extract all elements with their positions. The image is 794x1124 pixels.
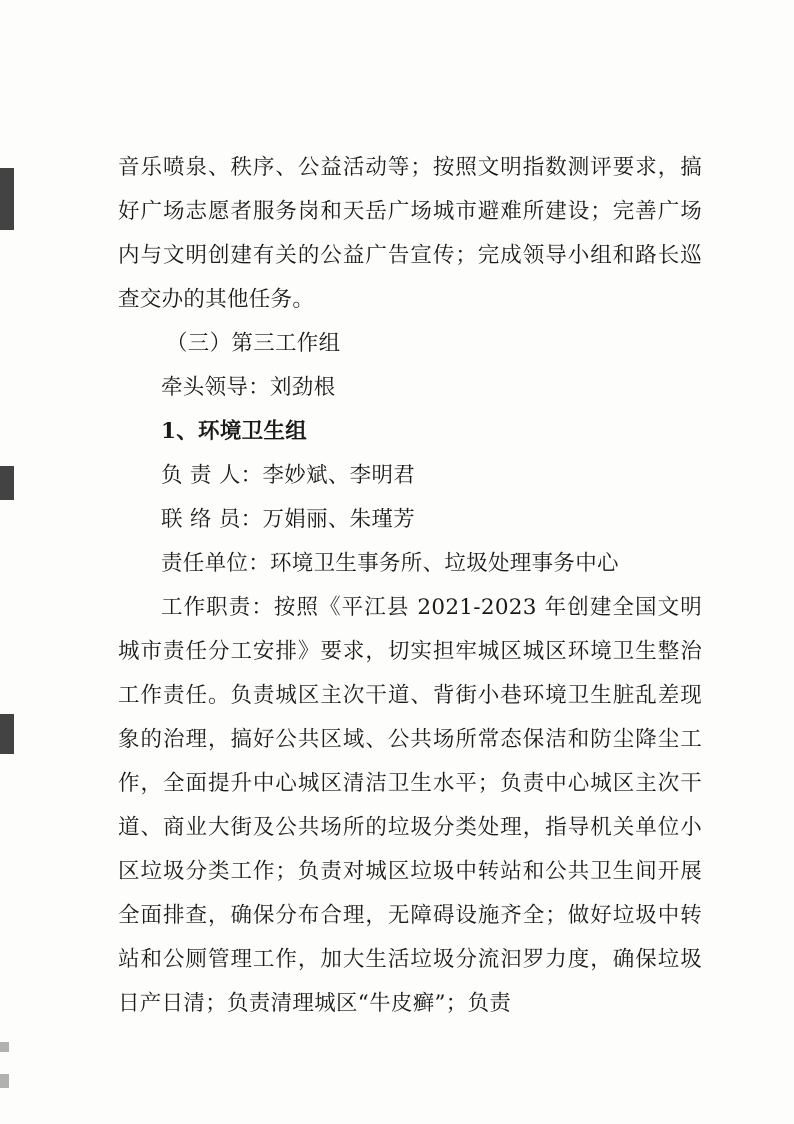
scan-edge-mark bbox=[0, 714, 14, 754]
responsible-persons: 负 责 人：李妙斌、李明君 bbox=[161, 463, 416, 488]
document-body bbox=[118, 146, 702, 1026]
group-heading: 1、环境卫生组 bbox=[161, 419, 308, 444]
responsible-units: 责任单位：环境卫生事务所、垃圾处理事务中心 bbox=[161, 551, 619, 576]
liaison-persons: 联 络 员：万娟丽、朱瑾芳 bbox=[161, 507, 416, 532]
lead-official: 牵头领导：刘劲根 bbox=[161, 375, 336, 400]
section-heading: （三）第三工作组 bbox=[166, 331, 341, 356]
scan-edge-mark bbox=[0, 168, 14, 230]
paragraph-continuation: 音乐喷泉、秩序、公益活动等；按照文明指数测评要求，搞好广场志愿者服务岗和天岳广场城市避难所建设；完善广场内与文明创建有关的公益广告宣传；完成领导小组和路长巡查交办的其他任务。 bbox=[118, 155, 702, 312]
scan-edge-mark bbox=[0, 1074, 9, 1088]
job-duties: 工作职责：按照《平江县 2021-2023 年创建全国文明城市责任分工安排》要求，切实担牢城区城区环境卫生整治工作责任。负责城区主次干道、背街小巷环境卫生脏乱差现象的治理，搞好公共区域、公共场所常态保洁和防尘降尘工作，全面提升中心城区清洁卫生水平；负责中心城区主次干道、商业大街及公共场所的垃圾分类处理，指导机关单位小区垃圾分类工作；负责对城区垃圾中转站和公共卫生间开展全面排查，确保分布合理，无障碍设施齐全；做好垃圾中转站和公厕管理工作，加大生活垃圾分流汩罗力度，确保垃圾日产日清；负责清理城区“牛皮癣”；负责 bbox=[118, 595, 702, 1016]
scan-edge-mark bbox=[0, 1042, 9, 1052]
scan-edge-mark bbox=[0, 466, 14, 500]
